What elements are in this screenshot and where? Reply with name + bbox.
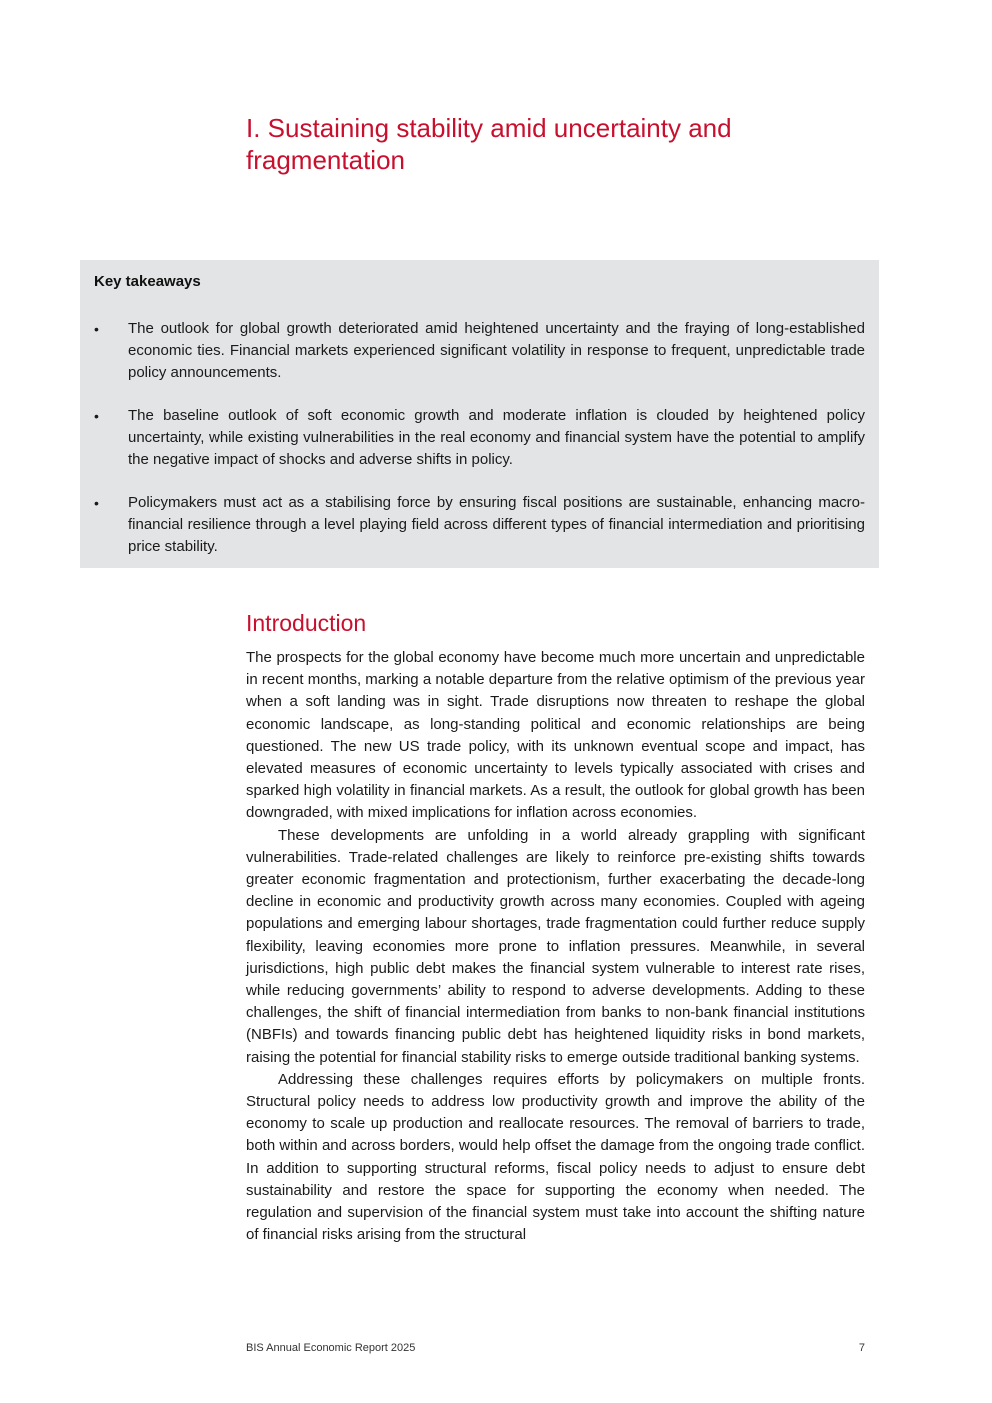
- footer-publication-title: BIS Annual Economic Report 2025: [246, 1342, 416, 1354]
- key-takeaways-heading: Key takeaways: [94, 273, 201, 290]
- introduction-heading: Introduction: [246, 610, 367, 636]
- page-number: 7: [858, 1342, 865, 1354]
- introduction-body: [246, 647, 865, 1246]
- key-takeaway-text: Policymakers must act as a stabilising force by ensuring fiscal positions are sustainable, enhancing macro-financial resilience through a level playing field across different types of financial intermediation and prioritising price stability.: [128, 494, 865, 555]
- bullet-icon: •: [94, 495, 99, 511]
- key-takeaways-box: [80, 260, 879, 568]
- key-takeaway-item: [94, 492, 865, 558]
- key-takeaway-text: The outlook for global growth deteriorated amid heightened uncertainty and the fraying of long-established economic ties. Financial markets experienced significant volatility in response to frequent, unpredictable trade policy announcements.: [128, 320, 865, 381]
- key-takeaways-list: [94, 318, 865, 558]
- body-paragraph: These developments are unfolding in a world already grappling with significant vulnerabilities. Trade-related challenges are likely to reinforce pre-existing shifts towards greater economic fragmentation and protectionism, further exacerbating the decade-long decline in economic and productivity growth across many economies. Coupled with ageing populations and emerging labour shortages, trade fragmentation could further reduce supply flexibility, leaving economies more prone to inflation pressures. Meanwhile, in several jurisdictions, high public debt makes the financial system vulnerable to interest rate rises, while reducing governments’ ability to respond to adverse developments. Adding to these challenges, the shift of financial intermediation from banks to non-bank financial institutions (NBFIs) and towards financing public debt has heightened liquidity risks in bond markets, raising the potential for financial stability risks to emerge outside traditional banking systems.: [246, 826, 865, 1066]
- key-takeaway-item: [94, 318, 865, 384]
- body-paragraph: Addressing these challenges requires efforts by policymakers on multiple fronts. Structural policy needs to address low productivity growth and improve the ability of the economy to scale up production and reallocate resources. The removal of barriers to trade, both within and across borders, would help offset the damage from the ongoing trade conflict. In addition to supporting structural reforms, fiscal policy needs to adjust to ensure debt sustainability and restore the space for supporting the economy when needed. The regulation and supervision of the financial system must take into account the shifting nature of financial risks arising from the structural: [246, 1070, 865, 1244]
- key-takeaway-text: The baseline outlook of soft economic growth and moderate inflation is clouded by heightened policy uncertainty, while existing vulnerabilities in the real economy and financial system have the potential to amplify the negative impact of shocks and adverse shifts in policy.: [128, 407, 865, 468]
- bullet-icon: •: [94, 321, 99, 337]
- chapter-title: I. Sustaining stability amid uncertainty and fragmentation: [246, 113, 732, 175]
- body-paragraph: The prospects for the global economy have become much more uncertain and unpredictable in recent months, marking a notable departure from the relative optimism of the previous year when a soft landing was in sight. Trade disruptions now threaten to reshape the global economic landscape, as long-standing political and economic relationships are being questioned. The new US trade policy, with its unknown eventual scope and impact, has elevated measures of economic uncertainty to levels typically associated with crises and sparked high volatility in financial markets. As a result, the outlook for global growth has been downgraded, with mixed implications for inflation across economies.: [246, 649, 865, 822]
- bullet-icon: •: [94, 408, 99, 424]
- key-takeaway-item: [94, 405, 865, 471]
